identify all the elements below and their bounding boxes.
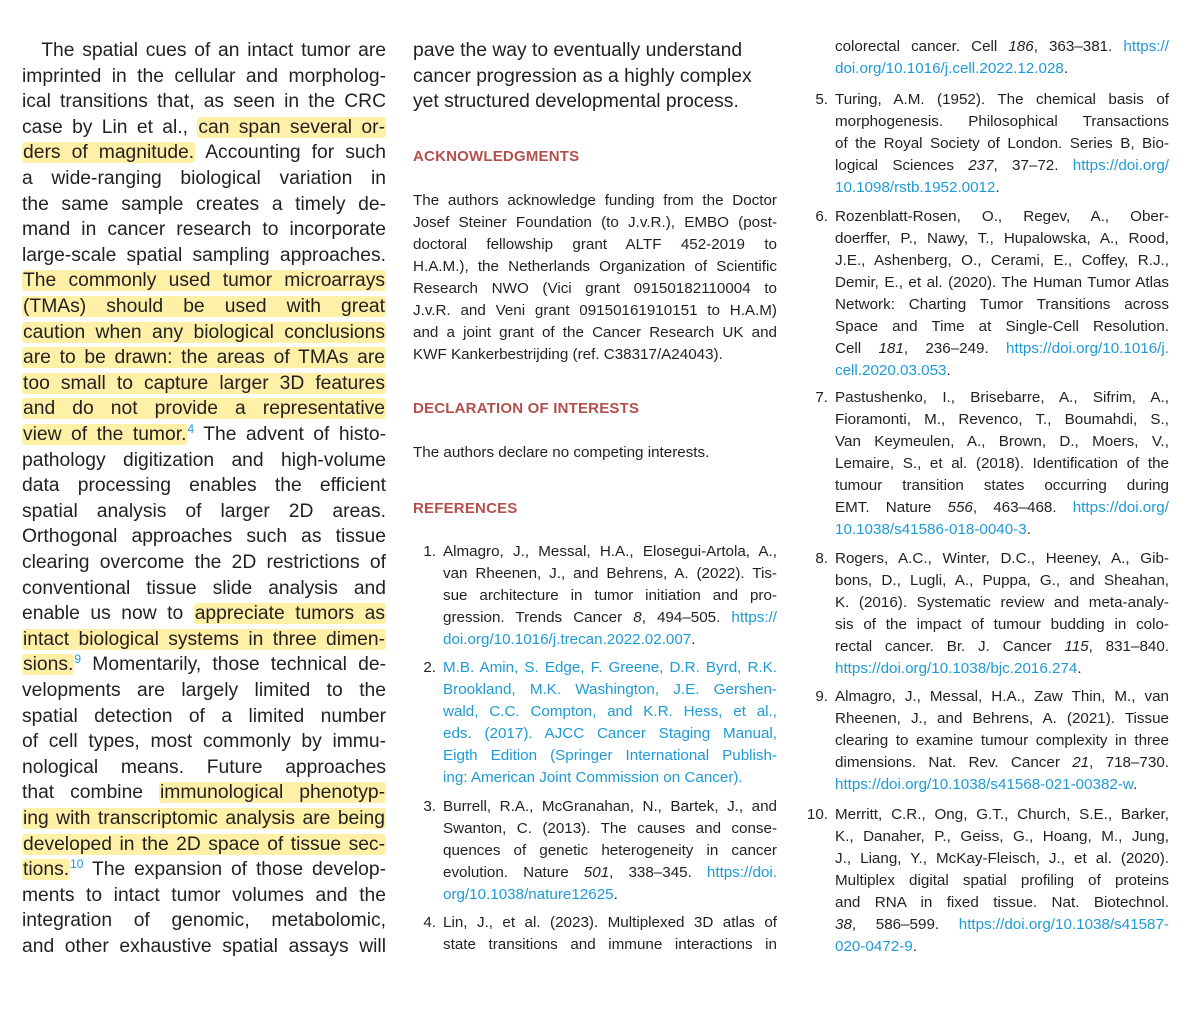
text-line: and other exhaustive spatial assays will — [22, 936, 386, 957]
text-line: conventional tissue slide analysis and — [22, 577, 386, 599]
reference-line: J., Liang, Y., McKay-Fleisch, J., et al. (2020). — [835, 850, 1169, 867]
highlighted-phrase: appreciate tumors as — [194, 603, 385, 625]
reference-number: 4. — [423, 914, 436, 931]
reference-number: 5. — [815, 91, 828, 108]
reference-line: morphogenesis. Philosophical Transactions — [835, 113, 1169, 130]
reference-line: doi.org/10.1016/j.trecan.2022.02.007. — [443, 631, 696, 648]
reference-line: cell.2020.03.053. — [835, 362, 951, 379]
reference-line: M.B. Amin, S. Edge, F. Greene, D.R. Byrd, R.K. — [443, 659, 777, 676]
reference-line: state transitions and immune interactions in — [443, 936, 777, 953]
reference-text — [835, 387, 1169, 541]
reference-line: ing: American Joint Commission on Cancer). — [443, 769, 743, 786]
reference-line: Almagro, J., Messal, H.A., Zaw Thin, M., van — [835, 688, 1169, 705]
text-line: and a joint grant of the Cancer Research UK and — [413, 324, 777, 341]
doi-link[interactable]: 020-0472-9 — [835, 938, 913, 955]
reference-line: J.E., Ashenberg, O., Cerami, E., Coffey, R.J., — [835, 252, 1169, 269]
text-line: pave the way to eventually understand — [413, 40, 743, 61]
reference-text — [443, 796, 777, 906]
doi-link[interactable]: https:// — [1123, 38, 1169, 55]
citation-link[interactable]: 10 — [70, 857, 84, 872]
reference-line: eds. (2017). AJCC Cancer Staging Manual, — [443, 725, 777, 742]
reference-text — [443, 912, 777, 956]
highlighted-phrase: ing with transcriptomic analysis are being — [23, 808, 385, 829]
reference-line: Fioramonti, M., Revenco, T., Boumahdi, S., — [835, 411, 1169, 428]
text-line: imprinted in the cellular and morpholog- — [22, 65, 386, 87]
text-line: spatial detection of a limited number — [22, 705, 386, 727]
reference-line: Cell 181, 236–249. https://doi.org/10.1016/j. — [835, 340, 1169, 357]
declaration-of-interests-text: The authors declare no competing interests. — [413, 444, 710, 461]
text-line: the same sample creates a timely de- — [22, 193, 386, 215]
text-line: yet structured developmental process. — [413, 91, 739, 113]
doi-link[interactable]: doi.org/10.1016/j.cell.2022.12.028 — [835, 60, 1064, 77]
reference-line: Turing, A.M. (1952). The chemical basis of — [835, 91, 1169, 108]
text-line: Orthogonal approaches such as tissue — [22, 526, 386, 548]
reference-line: Space and Time at Single-Cell Resolution. — [835, 318, 1169, 335]
text-line: mand in cancer research to incorporate — [22, 219, 386, 241]
reference-line: sis of the impact of tumour budding in colo- — [835, 616, 1169, 633]
doi-link[interactable]: https://doi.org/ — [1072, 157, 1169, 174]
doi-link[interactable]: 10.1098/rstb.1952.0012 — [835, 179, 996, 196]
text-line — [22, 294, 386, 320]
text-line — [22, 320, 386, 346]
reference-line: https://doi.org/10.1038/s41568-021-00382-w. — [835, 776, 1138, 793]
text-line — [22, 345, 386, 371]
highlighted-phrase: sions. — [23, 654, 74, 676]
doi-link[interactable]: https://doi.org/ — [1072, 499, 1169, 516]
doi-link[interactable]: doi.org/10.1016/j.trecan.2022.02.007 — [443, 631, 692, 648]
highlighted-phrase: The commonly used tumor microarrays — [23, 270, 385, 292]
text-line: KWF Kankerbestrijding (ref. C38317/A24043). — [413, 346, 723, 363]
text-line: The authors acknowledge funding from the Doctor — [413, 192, 777, 209]
reference-text — [835, 548, 1169, 680]
doi-link[interactable]: https:// — [731, 609, 777, 626]
reference-text-link[interactable] — [443, 657, 777, 789]
text-line — [22, 396, 386, 422]
reference-text — [835, 206, 1169, 382]
reference-line: K., Danaher, P., Geiss, G., Hoang, M., Jung, — [835, 828, 1169, 845]
highlighted-phrase: view of the tumor. — [23, 424, 187, 445]
text-line: integration of genomic, metabolomic, — [22, 910, 386, 932]
text-line: enable us now to appreciate tumors as — [22, 603, 385, 625]
citation-link[interactable]: 4 — [187, 422, 195, 436]
reference-line: Merritt, C.R., Ong, G.T., Church, S.E., Barker, — [835, 806, 1169, 823]
text-line: view of the tumor.$^4$ The advent of histo- — [23, 422, 386, 445]
doi-link[interactable]: cell.2020.03.053 — [835, 362, 947, 379]
highlighted-phrase: (TMAs) should be used with great — [23, 296, 385, 317]
reference-text — [835, 89, 1169, 199]
highlighted-phrase: immunological phenotyp- — [160, 782, 385, 804]
highlighted-phrase: developed in the 2D space of tissue sec- — [23, 833, 385, 855]
reference-line: Pastushenko, I., Brisebarre, A., Sifrim, A., — [835, 389, 1169, 406]
reference-line: Swanton, C. (2013). The causes and conse- — [443, 820, 777, 837]
text-line: J.v.R. and Veni grant 09150161910151 to H.A.M) — [413, 302, 777, 319]
reference-line: gression. Trends Cancer 8, 494–505. https:// — [443, 609, 777, 626]
reference-line: K. (2016). Systematic review and meta-analy- — [835, 594, 1169, 611]
doi-link[interactable]: https://doi.org/10.1016/j. — [1006, 340, 1169, 357]
reference-line: Rogers, A.C., Winter, D.C., Heeney, A., Gib- — [835, 550, 1169, 567]
highlighted-phrase: can span several or- — [198, 116, 385, 138]
text-line — [22, 832, 386, 858]
reference-text — [835, 686, 1169, 796]
reference-line: wald, C.C. Compton, and K.R. Hess, et al., — [443, 703, 777, 720]
reference-line: Almagro, J., Messal, H.A., Elosegui-Artola, A., — [443, 543, 777, 560]
reference-text — [443, 541, 777, 651]
reference-line: Multiplex digital spatial profiling of proteins — [835, 872, 1169, 889]
text-line: clearing overcome the 2D restrictions of — [22, 552, 386, 573]
doi-link[interactable]: https://doi.org/10.1038/s41587- — [958, 916, 1169, 933]
reference-line: colorectal cancer. Cell 186, 363–381. https:// — [835, 38, 1169, 55]
text-line: Research NWO (Vici grant 09150182110004 to — [413, 280, 777, 297]
text-line: H.A.M.), the Netherlands Organization of Scientific — [413, 258, 777, 275]
reference-line: https://doi.org/10.1038/bjc.2016.274. — [835, 660, 1082, 677]
text-line: spatial analysis of larger 2D areas. — [22, 500, 386, 522]
reference-line: Van Keymeulen, A., Brown, D., Moers, V., — [835, 433, 1169, 450]
reference-line: Brookland, M.K. Washington, J.E. Gershen- — [443, 681, 777, 698]
reference-line: doerffer, P., Nawy, T., Hupalowska, A., Rood, — [835, 230, 1169, 247]
reference-number: 10. — [806, 806, 828, 823]
text-line — [22, 806, 386, 832]
text-line: velopments are largely limited to the — [22, 680, 386, 701]
reference-line: 38, 586–599. https://doi.org/10.1038/s41587- — [835, 916, 1169, 933]
reference-line: Demir, E., et al. (2020). The Human Tumor Atlas — [835, 274, 1169, 291]
doi-link[interactable]: https://doi.org/10.1038/s41568-021-00382-w — [835, 776, 1134, 793]
reference-line: logical Sciences 237, 37–72. https://doi.org/ — [835, 157, 1169, 174]
reference-line: EMT. Nature 556, 463–468. https://doi.org/ — [835, 499, 1169, 516]
text-line: doctoral fellowship grant ALTF 452-2019 to — [413, 236, 777, 253]
reference-number: 6. — [815, 208, 828, 225]
text-line — [22, 371, 386, 397]
reference-number: 3. — [423, 798, 436, 815]
reference-line: Lemaire, S., et al. (2018). Identification of the — [835, 455, 1169, 472]
reference-line: Eigth Edition (Springer International Publish- — [443, 747, 777, 764]
reference-text — [835, 36, 1169, 80]
reference-line: Network: Charting Tumor Transitions across — [835, 296, 1169, 313]
reference-line: org/10.1038/nature12625. — [443, 886, 618, 903]
text-line: cancer progression as a highly complex — [413, 65, 752, 87]
highlighted-phrase: and do not provide a representative — [23, 398, 385, 420]
text-line: nological means. Future approaches — [22, 756, 386, 778]
reference-number: 9. — [815, 688, 828, 705]
doi-link[interactable]: https://doi.org/10.1038/bjc.2016.274 — [835, 660, 1078, 677]
reference-number: 8. — [815, 550, 828, 567]
text-line: ders of magnitude. Accounting for such — [23, 142, 386, 164]
reference-line: Rozenblatt-Rosen, O., Regev, A., Ober- — [835, 208, 1169, 225]
acknowledgments-heading: ACKNOWLEDGMENTS — [413, 148, 580, 165]
highlighted-phrase: tions. — [23, 859, 70, 881]
text-line: The spatial cues of an intact tumor are — [22, 40, 386, 61]
reference-number: 2. — [423, 659, 436, 676]
references-heading: REFERENCES — [413, 500, 518, 517]
text-line: tions.$^{10}$ The expansion of those develop- — [23, 857, 386, 881]
text-line: large-scale spatial sampling approaches. — [22, 244, 386, 266]
reference-line: dimensions. Nat. Rev. Cancer 21, 718–730. — [835, 754, 1169, 771]
text-line — [22, 268, 386, 294]
doi-link[interactable]: https://doi. — [706, 864, 777, 881]
reference-text — [835, 804, 1169, 958]
reference-line: rectal cancer. Br. J. Cancer 115, 831–840. — [835, 638, 1169, 655]
reference-line: 10.1038/s41586-018-0040-3. — [835, 521, 1031, 538]
text-line: that combine immunological phenotyp- — [22, 782, 385, 804]
text-line — [22, 627, 386, 653]
reference-line: Burrell, R.A., McGranahan, N., Bartek, J., and — [443, 798, 777, 815]
text-line: ical transitions that, as seen in the CRC — [22, 91, 386, 113]
reference-line: 020-0472-9. — [835, 938, 917, 955]
reference-line: tumour transition states occurring during — [835, 477, 1169, 494]
reference-line: doi.org/10.1016/j.cell.2022.12.028. — [835, 60, 1069, 77]
reference-line: van Rheenen, J., and Behrens, A. (2022). Tis- — [443, 565, 777, 582]
reference-line: Lin, J., et al. (2023). Multiplexed 3D atlas of — [443, 914, 777, 931]
text-line: sions.$^9$ Momentarily, those technical de- — [23, 652, 386, 676]
reference-line: of the Royal Society of London. Series B, Bio- — [835, 135, 1169, 152]
reference-line: bons, D., Lugli, A., Puppa, G., and Sheahan, — [835, 572, 1169, 589]
text-line: case by Lin et al., can span several or- — [22, 116, 385, 138]
reference-number: 1. — [423, 543, 436, 560]
text-line: a wide-ranging biological variation in — [22, 168, 386, 189]
reference-line: clearing to examine tumour complexity in three — [835, 732, 1169, 749]
highlighted-phrase: intact biological systems in three dimen- — [23, 628, 385, 650]
reference-line: Rheenen, J., and Behrens, A. (2021). Tissue — [835, 710, 1169, 727]
reference-line: and RNA in fixed tissue. Nat. Biotechnol. — [835, 894, 1169, 911]
declaration-of-interests-heading: DECLARATION OF INTERESTS — [413, 400, 640, 417]
reference-line: 10.1098/rstb.1952.0012. — [835, 179, 1000, 196]
highlighted-phrase: caution when any biological conclusions — [23, 321, 385, 343]
highlighted-phrase: too small to capture larger 3D features — [23, 372, 385, 394]
reference-line: sue architecture in tumor initiation and pro- — [443, 587, 777, 604]
reference-line: quences of genetic heterogeneity in cancer — [443, 842, 777, 859]
text-line: data processing enables the efficient — [22, 475, 386, 497]
reference-line: evolution. Nature 501, 338–345. https://doi. — [443, 864, 777, 881]
text-line: pathology digitization and high-volume — [22, 449, 386, 471]
citation-link[interactable]: 9 — [74, 652, 82, 667]
doi-link[interactable]: 10.1038/s41586-018-0040-3 — [835, 521, 1027, 538]
highlighted-phrase: are to be drawn: the areas of TMAs are — [23, 347, 385, 369]
text-line: ments to intact tumor volumes and the — [22, 884, 386, 906]
text-line: of cell types, most commonly by immu- — [22, 731, 386, 753]
text-line: Josef Steiner Foundation (to J.v.R.), EMBO (post- — [413, 214, 777, 231]
doi-link[interactable]: org/10.1038/nature12625 — [443, 886, 614, 903]
highlighted-phrase: ders of magnitude. — [23, 142, 195, 164]
reference-number: 7. — [815, 389, 828, 406]
